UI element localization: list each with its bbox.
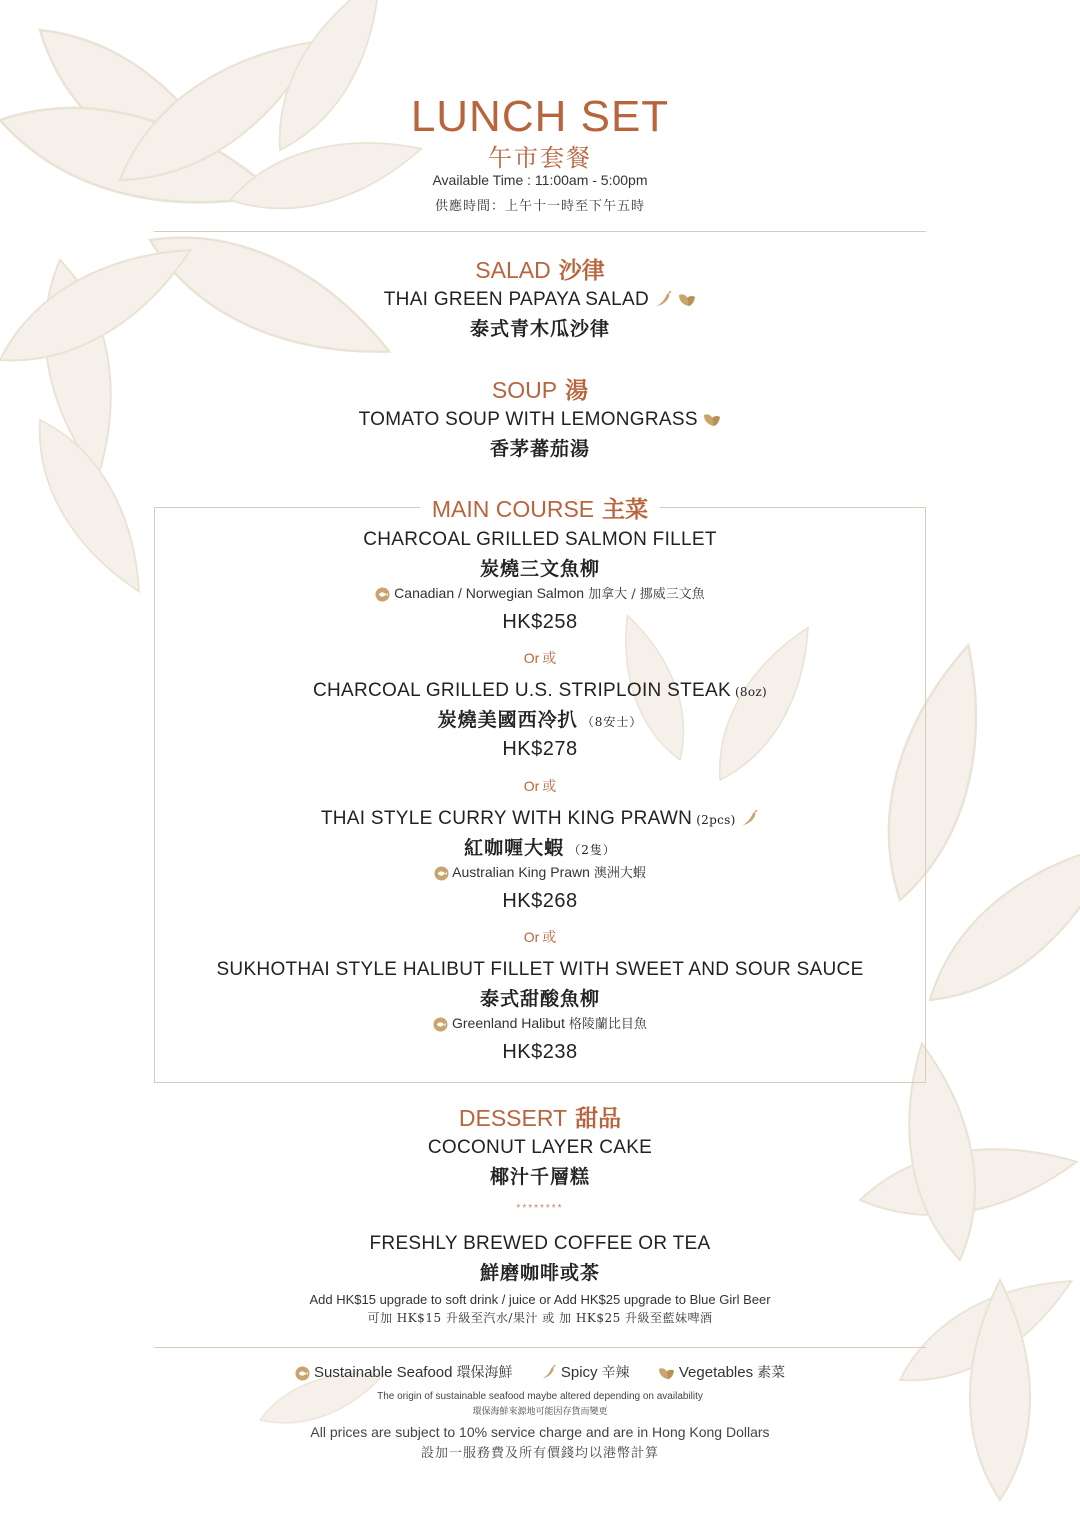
legend-item-spicy <box>541 1362 630 1382</box>
legend-item-vegetables <box>658 1362 785 1382</box>
dish-portion-en: (2pcs) <box>696 813 736 827</box>
dish-portion-en: (8oz) <box>734 685 767 699</box>
section-title-main-course <box>0 491 1080 524</box>
chili-icon <box>741 810 759 828</box>
dish-name-en: FRESHLY BREWED COFFEE OR TEA <box>369 1233 711 1254</box>
sustainable-seafood-icon <box>295 1366 310 1381</box>
origin-zh: 澳洲大蝦 <box>593 866 646 881</box>
section-title-zh: 湯 <box>565 377 589 404</box>
section-title-dessert <box>0 1100 1080 1133</box>
dish-price: HK$278 <box>502 738 578 760</box>
icon-legend <box>0 1362 1080 1382</box>
or-separator <box>0 927 1080 947</box>
dish-name-en: THAI GREEN PAPAYA SALAD <box>383 289 650 310</box>
star-separator: ******** <box>516 1203 564 1214</box>
dish-name-zh: 炭燒三文魚柳 <box>479 558 600 580</box>
upgrade-note: Add HK$15 upgrade to soft drink / juice or Add HK$25 upgrade to Blue Girl Beer <box>309 1292 771 1307</box>
section-title-en: SALAD <box>475 257 551 283</box>
upgrade-note-zh: 可加 HK$15 升級至汽水/果汁 或 加 HK$25 升級至藍妹啤酒 <box>367 1311 713 1325</box>
dish-portion-zh: （2隻） <box>568 843 616 857</box>
legend-item-seafood <box>295 1362 513 1382</box>
section-title-zh: 沙律 <box>558 257 605 284</box>
origin-en: Greenland Halibut <box>452 1015 565 1031</box>
header-divider <box>154 231 926 232</box>
dish-price: HK$238 <box>502 1041 578 1063</box>
section-title-en: MAIN COURSE <box>431 496 595 522</box>
legend-label-zh: 環保海鮮 <box>456 1365 513 1381</box>
dish-name <box>0 808 1080 830</box>
section-title-zh: 甜品 <box>575 1105 622 1132</box>
available-time-zh: 供應時間：上午十一時至下午五時 <box>434 199 645 214</box>
origin-en: Australian King Prawn <box>452 864 590 880</box>
or-zh: 或 <box>542 651 557 667</box>
chili-icon <box>541 1365 557 1381</box>
or-separator <box>0 776 1080 796</box>
legend-label-en: Vegetables <box>678 1364 754 1381</box>
dish-name <box>0 289 1080 311</box>
dish-name-zh: 鮮磨咖啡或茶 <box>479 1262 600 1284</box>
sustainable-seafood-icon <box>434 866 449 881</box>
dish-name-zh: 椰汁千層糕 <box>489 1166 590 1188</box>
dish-name-zh: 香茅蕃茄湯 <box>489 438 590 460</box>
section-title-zh: 主菜 <box>602 496 649 523</box>
dish-name-en: SUKHOTHAI STYLE HALIBUT FILLET WITH SWEET AND SOUR SAUCE <box>216 959 864 980</box>
dish-name-zh: 泰式甜酸魚柳 <box>479 988 600 1010</box>
leaf-icon <box>658 1366 675 1381</box>
menu-title-zh: 午市套餐 <box>488 144 592 172</box>
price-note: All prices are subject to 10% service charge and are in Hong Kong Dollars <box>310 1424 770 1440</box>
dish-name-en: COCONUT LAYER CAKE <box>427 1137 653 1158</box>
dish-name-zh-wrap <box>0 833 1080 860</box>
origin-zh: 加拿大 / 挪威三文魚 <box>588 587 705 602</box>
price-note-zh: 設加一服務費及所有價錢均以港幣計算 <box>420 1446 659 1461</box>
dish-name <box>0 680 1080 702</box>
section-title-en: DESSERT <box>458 1105 568 1131</box>
chili-icon <box>655 291 673 309</box>
dish-name-en: THAI STYLE CURRY WITH KING PRAWN <box>320 808 693 829</box>
dish-name-en: CHARCOAL GRILLED SALMON FILLET <box>363 529 717 550</box>
legend-label-en: Spicy <box>560 1364 598 1381</box>
menu-title: LUNCH SET <box>410 92 670 141</box>
dish-origin <box>0 583 1080 602</box>
dish-name-zh: 泰式青木瓜沙律 <box>469 318 610 340</box>
dish-origin <box>0 1013 1080 1032</box>
available-time: Available Time : 11:00am - 5:00pm <box>432 172 648 188</box>
dish-portion-zh: （8安士） <box>581 715 643 729</box>
or-zh: 或 <box>542 930 557 946</box>
dish-name <box>0 409 1080 431</box>
or-en: Or <box>523 650 540 666</box>
or-en: Or <box>523 929 540 945</box>
legend-label-en: Sustainable Seafood <box>314 1364 453 1381</box>
dish-price: HK$258 <box>502 611 578 633</box>
origin-en: Canadian / Norwegian Salmon <box>394 585 585 601</box>
section-title-en: SOUP <box>491 377 558 403</box>
origin-note: The origin of sustainable seafood maybe altered depending on availability <box>377 1391 703 1402</box>
dish-name-zh: 紅咖喱大蝦 <box>464 837 565 859</box>
dish-name-en: CHARCOAL GRILLED U.S. STRIPLOIN STEAK <box>313 680 731 701</box>
dish-name-en: TOMATO SOUP WITH LEMONGRASS <box>358 409 698 430</box>
dish-price: HK$268 <box>502 890 578 912</box>
section-title-soup <box>0 372 1080 405</box>
sustainable-seafood-icon <box>433 1017 448 1032</box>
legend-label-zh: 辛辣 <box>601 1365 630 1381</box>
or-zh: 或 <box>542 779 557 795</box>
footer-divider <box>154 1347 926 1348</box>
dish-name-zh: 炭燒美國西冷扒 <box>437 709 578 731</box>
sustainable-seafood-icon <box>375 587 390 602</box>
dish-name-zh-wrap <box>0 705 1080 732</box>
section-title-salad <box>0 252 1080 285</box>
dish-origin <box>0 862 1080 881</box>
or-en: Or <box>523 778 540 794</box>
leaf-icon <box>703 412 721 428</box>
origin-zh: 格陵蘭比目魚 <box>568 1017 647 1032</box>
origin-note-zh: 環保海鮮來源地可能因存貨而變更 <box>472 1407 608 1417</box>
or-separator <box>0 648 1080 668</box>
leaf-icon <box>678 292 696 308</box>
legend-label-zh: 素菜 <box>757 1365 786 1381</box>
